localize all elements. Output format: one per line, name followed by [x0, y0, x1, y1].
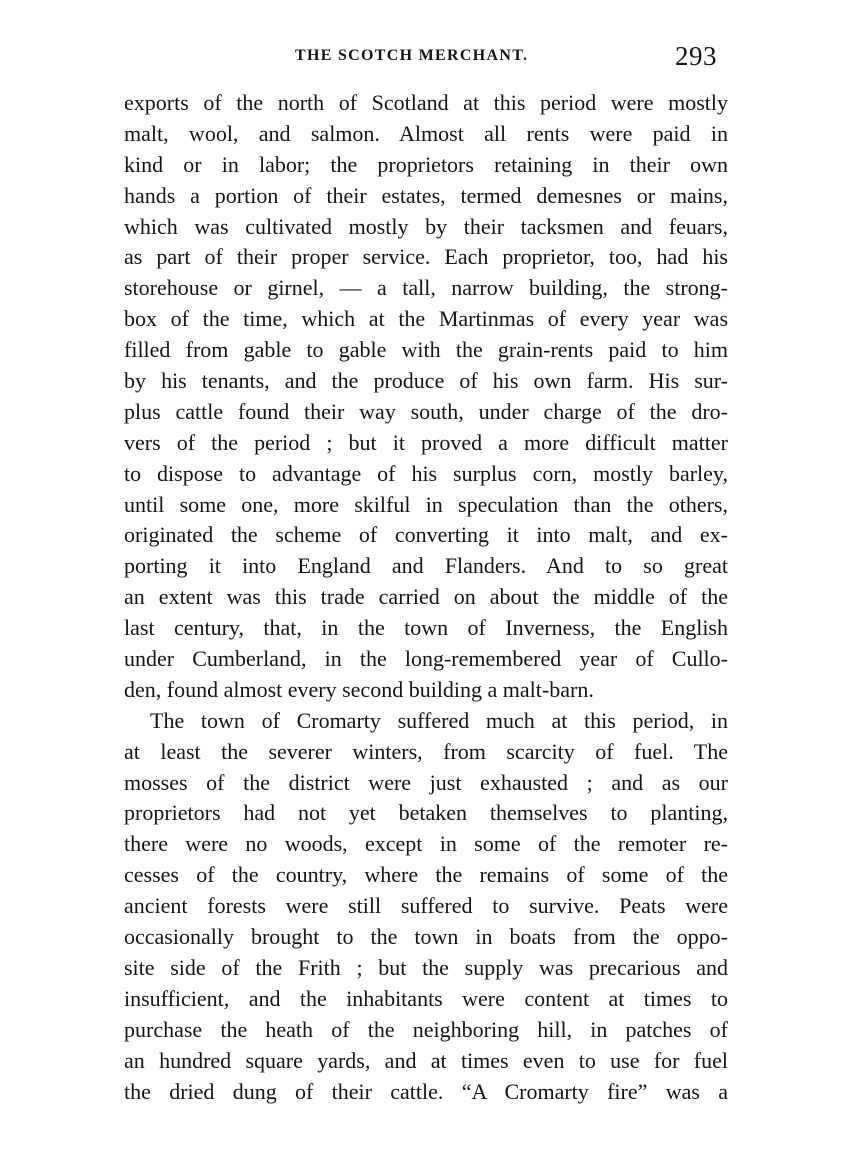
text-line: at least the severer winters, from scarcity of fuel. The — [124, 738, 728, 764]
page-number: 293 — [675, 41, 717, 71]
text-line: until some one, more skilful in speculation than the others, — [124, 491, 728, 517]
text-line: proprietors had not yet betaken themselves to planting, — [124, 800, 728, 826]
text-line: vers of the period ; but it proved a more difficult matter — [124, 429, 728, 455]
text-line: originated the scheme of converting it into malt, and ex- — [124, 522, 728, 548]
text-line: purchase the heath of the neighboring hill, in patches of — [124, 1016, 728, 1042]
text-line: plus cattle found their way south, under charge of the dro- — [124, 398, 728, 424]
text-line: there were no woods, except in some of the remoter re- — [124, 831, 728, 857]
text-line: insufficient, and the inhabitants were content at times to — [124, 985, 728, 1011]
text-line: storehouse or girnel, — a tall, narrow building, the strong- — [124, 275, 728, 301]
text-line: an extent was this trade carried on about the middle of the — [124, 584, 728, 610]
paragraph-1 — [124, 88, 728, 706]
text-line: last century, that, in the town of Inverness, the English — [124, 615, 728, 641]
text-line: by his tenants, and the produce of his own farm. His sur- — [124, 368, 728, 394]
text-line: den, found almost every second building a malt-barn. — [124, 676, 594, 702]
body-text — [124, 88, 728, 1107]
text-line: box of the time, which at the Martinmas of every year was — [124, 306, 728, 332]
text-line: ancient forests were still suffered to survive. Peats were — [124, 893, 728, 919]
text-line: porting it into England and Flanders. And to so great — [124, 553, 728, 579]
text-line: as part of their proper service. Each proprietor, too, had his — [124, 244, 728, 270]
text-line: filled from gable to gable with the grain-rents paid to him — [124, 337, 728, 363]
text-line: an hundred square yards, and at times even to use for fuel — [124, 1047, 728, 1073]
running-head-title: THE SCOTCH MERCHANT. — [295, 47, 529, 64]
text-line: exports of the north of Scotland at this period were mostly — [124, 90, 728, 115]
text-line: occasionally brought to the town in boats from the oppo- — [124, 924, 728, 950]
text-line: cesses of the country, where the remains of some of the — [124, 862, 728, 888]
text-line: malt, wool, and salmon. Almost all rents were paid in — [124, 120, 728, 146]
text-line: kind or in labor; the proprietors retaining in their own — [124, 151, 728, 177]
text-line: site side of the Frith ; but the supply was precarious and — [124, 954, 728, 980]
text-line: to dispose to advantage of his surplus corn, mostly barley, — [124, 460, 728, 486]
text-line: under Cumberland, in the long-remembered year of Cullo- — [124, 646, 728, 672]
paragraph-2 — [124, 706, 728, 1108]
text-line: which was cultivated mostly by their tacksmen and feuars, — [124, 213, 728, 239]
text-line: the dried dung of their cattle. “A Cromarty fire” was a — [124, 1078, 728, 1104]
text-line: hands a portion of their estates, termed demesnes or mains, — [124, 182, 728, 208]
text-line: The town of Cromarty suffered much at this period, in — [150, 707, 728, 733]
text-line: mosses of the district were just exhausted ; and as our — [124, 769, 728, 795]
